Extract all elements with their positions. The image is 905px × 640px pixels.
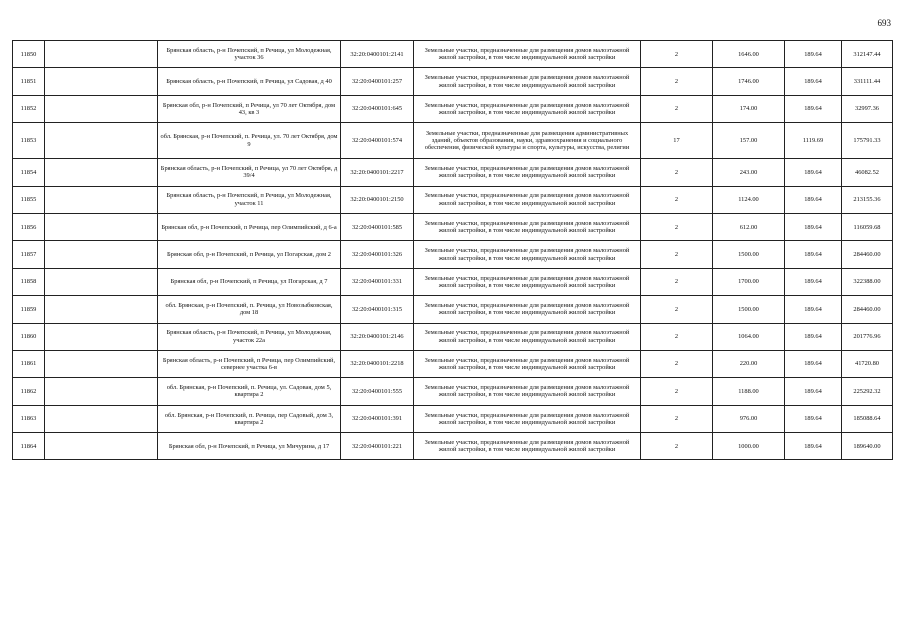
- address-cell: Брянская область, р-н Почепский, п Речица, ул Молодежная, участок 11: [158, 186, 341, 213]
- table-row: [13, 350, 893, 377]
- specific-value-cell: 189.64: [785, 323, 842, 350]
- cadastral-number-cell: 32:20:0400101:331: [341, 268, 414, 295]
- land-use-cell: Земельные участки, предназначенные для размещения домов малоэтажной жилой застройки, в том числе индивидуальной жилой застройки: [414, 95, 641, 122]
- address-cell: Брянская обл, р-н Почепский, п Речица, пер Олимпийский, д 6-а: [158, 213, 341, 240]
- blank-cell: [45, 350, 158, 377]
- land-use-code-cell: 2: [641, 68, 713, 95]
- cadastral-number-cell: 32:20:0400101:326: [341, 241, 414, 268]
- table-row: [13, 296, 893, 323]
- area-cell: 976.00: [713, 405, 785, 432]
- land-use-cell: Земельные участки, предназначенные для размещения домов малоэтажной жилой застройки, в том числе индивидуальной жилой застройки: [414, 405, 641, 432]
- address-cell: обл. Брянская, р-н Почепский, п. Речица, ул. 70 лет Октября, дом 9: [158, 123, 341, 159]
- table-row: [13, 241, 893, 268]
- blank-cell: [45, 378, 158, 405]
- cadastral-value-cell: 189640.00: [842, 433, 893, 460]
- specific-value-cell: 189.64: [785, 95, 842, 122]
- address-cell: Брянская обл, р-н Почепский, п Речица, ул Мичурина, д 17: [158, 433, 341, 460]
- cadastral-value-cell: 312147.44: [842, 41, 893, 68]
- row-number: 11858: [13, 268, 45, 295]
- land-use-code-cell: 2: [641, 159, 713, 186]
- land-use-cell: Земельные участки, предназначенные для размещения домов малоэтажной жилой застройки, в том числе индивидуальной жилой застройки: [414, 323, 641, 350]
- table-body: [13, 41, 893, 460]
- land-use-code-cell: 2: [641, 378, 713, 405]
- table-row: [13, 268, 893, 295]
- address-cell: Брянская обл, р-н Почепский, п Речица, ул Погарская, дом 2: [158, 241, 341, 268]
- table-row: [13, 378, 893, 405]
- land-use-cell: Земельные участки, предназначенные для размещения домов малоэтажной жилой застройки, в том числе индивидуальной жилой застройки: [414, 378, 641, 405]
- land-use-cell: Земельные участки, предназначенные для размещения домов малоэтажной жилой застройки, в том числе индивидуальной жилой застройки: [414, 296, 641, 323]
- specific-value-cell: 189.64: [785, 186, 842, 213]
- address-cell: обл. Брянская, р-н Почепский, п. Речица, ул Новозыбковская, дом 18: [158, 296, 341, 323]
- cadastral-number-cell: 32:20:0400101:645: [341, 95, 414, 122]
- table-row: [13, 213, 893, 240]
- row-number: 11856: [13, 213, 45, 240]
- cadastral-number-cell: 32:20:0400101:221: [341, 433, 414, 460]
- land-use-cell: Земельные участки, предназначенные для размещения домов малоэтажной жилой застройки, в том числе индивидуальной жилой застройки: [414, 213, 641, 240]
- land-use-cell: Земельные участки, предназначенные для размещения домов малоэтажной жилой застройки, в том числе индивидуальной жилой застройки: [414, 268, 641, 295]
- land-use-code-cell: 17: [641, 123, 713, 159]
- land-use-code-cell: 2: [641, 95, 713, 122]
- address-cell: обл. Брянская, р-н Почепский, п. Речица, пер Садовый, дом 3, квартира 2: [158, 405, 341, 432]
- blank-cell: [45, 268, 158, 295]
- address-cell: Брянская область, р-н Почепский, п Речица, ул 70 лет Октября, д 39/4: [158, 159, 341, 186]
- row-number: 11852: [13, 95, 45, 122]
- specific-value-cell: 189.64: [785, 41, 842, 68]
- area-cell: 1124.00: [713, 186, 785, 213]
- row-number: 11854: [13, 159, 45, 186]
- cadastral-value-cell: 213155.36: [842, 186, 893, 213]
- land-use-code-cell: 2: [641, 323, 713, 350]
- blank-cell: [45, 159, 158, 186]
- table-row: [13, 323, 893, 350]
- cadastral-value-cell: 225292.32: [842, 378, 893, 405]
- blank-cell: [45, 405, 158, 432]
- cadastral-value-cell: 201776.96: [842, 323, 893, 350]
- cadastral-value-cell: 46082.52: [842, 159, 893, 186]
- cadastral-value-cell: 331111.44: [842, 68, 893, 95]
- area-cell: 612.00: [713, 213, 785, 240]
- cadastral-value-cell: 32997.36: [842, 95, 893, 122]
- cadastral-value-cell: 116059.68: [842, 213, 893, 240]
- specific-value-cell: 189.64: [785, 296, 842, 323]
- cadastral-value-cell: 41720.80: [842, 350, 893, 377]
- cadastral-number-cell: 32:20:0400101:2217: [341, 159, 414, 186]
- land-use-code-cell: 2: [641, 405, 713, 432]
- blank-cell: [45, 213, 158, 240]
- area-cell: 1000.00: [713, 433, 785, 460]
- area-cell: 157.00: [713, 123, 785, 159]
- specific-value-cell: 189.64: [785, 159, 842, 186]
- land-use-code-cell: 2: [641, 433, 713, 460]
- blank-cell: [45, 186, 158, 213]
- cadastral-number-cell: 32:20:0400101:2150: [341, 186, 414, 213]
- row-number: 11864: [13, 433, 45, 460]
- page-number: 693: [877, 18, 891, 28]
- land-use-cell: Земельные участки, предназначенные для размещения домов малоэтажной жилой застройки, в том числе индивидуальной жилой застройки: [414, 41, 641, 68]
- blank-cell: [45, 296, 158, 323]
- specific-value-cell: 189.64: [785, 405, 842, 432]
- cadastral-number-cell: 32:20:0400101:2141: [341, 41, 414, 68]
- cadastral-number-cell: 32:20:0400101:555: [341, 378, 414, 405]
- land-use-cell: Земельные участки, предназначенные для размещения домов малоэтажной жилой застройки, в том числе индивидуальной жилой застройки: [414, 68, 641, 95]
- area-cell: 174.00: [713, 95, 785, 122]
- row-number: 11862: [13, 378, 45, 405]
- blank-cell: [45, 123, 158, 159]
- cadastral-number-cell: 32:20:0400101:574: [341, 123, 414, 159]
- address-cell: Брянская область, р-н Почепский, п Речица, пер Олимпийский, севернее участка 6-в: [158, 350, 341, 377]
- address-cell: обл. Брянская, р-н Почепский, п. Речица, ул. Садовая, дом 5, квартира 2: [158, 378, 341, 405]
- area-cell: 1500.00: [713, 241, 785, 268]
- specific-value-cell: 189.64: [785, 350, 842, 377]
- cadastral-value-cell: 284460.00: [842, 241, 893, 268]
- area-cell: 1746.00: [713, 68, 785, 95]
- row-number: 11857: [13, 241, 45, 268]
- cadastral-number-cell: 32:20:0400101:2218: [341, 350, 414, 377]
- land-use-cell: Земельные участки, предназначенные для размещения домов малоэтажной жилой застройки, в том числе индивидуальной жилой застройки: [414, 186, 641, 213]
- land-use-code-cell: 2: [641, 296, 713, 323]
- area-cell: 1064.00: [713, 323, 785, 350]
- cadastral-number-cell: 32:20:0400101:315: [341, 296, 414, 323]
- land-use-cell: Земельные участки, предназначенные для размещения домов малоэтажной жилой застройки, в том числе индивидуальной жилой застройки: [414, 241, 641, 268]
- area-cell: 220.00: [713, 350, 785, 377]
- cadastral-value-cell: 175791.33: [842, 123, 893, 159]
- table-row: [13, 95, 893, 122]
- cadastral-number-cell: 32:20:0400101:257: [341, 68, 414, 95]
- specific-value-cell: 189.64: [785, 378, 842, 405]
- land-use-code-cell: 2: [641, 241, 713, 268]
- blank-cell: [45, 241, 158, 268]
- specific-value-cell: 189.64: [785, 268, 842, 295]
- row-number: 11850: [13, 41, 45, 68]
- land-use-code-cell: 2: [641, 268, 713, 295]
- row-number: 11859: [13, 296, 45, 323]
- table-row: [13, 433, 893, 460]
- blank-cell: [45, 68, 158, 95]
- land-use-cell: Земельные участки, предназначенные для размещения домов малоэтажной жилой застройки, в том числе индивидуальной жилой застройки: [414, 433, 641, 460]
- row-number: 11855: [13, 186, 45, 213]
- specific-value-cell: 189.64: [785, 241, 842, 268]
- blank-cell: [45, 323, 158, 350]
- cadastral-value-cell: 284460.00: [842, 296, 893, 323]
- cadastral-value-table: [12, 40, 893, 460]
- row-number: 11851: [13, 68, 45, 95]
- area-cell: 1188.00: [713, 378, 785, 405]
- table-row: [13, 405, 893, 432]
- address-cell: Брянская область, р-н Почепский, п Речица, ул Молодежная, участок 22а: [158, 323, 341, 350]
- specific-value-cell: 189.64: [785, 68, 842, 95]
- area-cell: 1646.00: [713, 41, 785, 68]
- land-use-cell: Земельные участки, предназначенные для размещения домов малоэтажной жилой застройки, в том числе индивидуальной жилой застройки: [414, 159, 641, 186]
- area-cell: 1500.00: [713, 296, 785, 323]
- row-number: 11860: [13, 323, 45, 350]
- row-number: 11861: [13, 350, 45, 377]
- blank-cell: [45, 433, 158, 460]
- land-use-cell: Земельные участки, предназначенные для размещения домов малоэтажной жилой застройки, в том числе индивидуальной жилой застройки: [414, 350, 641, 377]
- specific-value-cell: 189.64: [785, 433, 842, 460]
- cadastral-value-cell: 322388.00: [842, 268, 893, 295]
- address-cell: Брянская область, р-н Почепский, п Речица, ул Садовая, д 40: [158, 68, 341, 95]
- cadastral-number-cell: 32:20:0400101:585: [341, 213, 414, 240]
- blank-cell: [45, 41, 158, 68]
- land-use-code-cell: 2: [641, 213, 713, 240]
- row-number: 11863: [13, 405, 45, 432]
- table-row: [13, 41, 893, 68]
- table-row: [13, 186, 893, 213]
- cadastral-value-cell: 185088.64: [842, 405, 893, 432]
- cadastral-number-cell: 32:20:0400101:391: [341, 405, 414, 432]
- address-cell: Брянская обл, р-н Почепский, п Речица, ул Погарская, д 7: [158, 268, 341, 295]
- cadastral-number-cell: 32:20:0400101:2146: [341, 323, 414, 350]
- area-cell: 1700.00: [713, 268, 785, 295]
- address-cell: Брянская область, р-н Почепский, п Речица, ул Молодежная, участок 36: [158, 41, 341, 68]
- area-cell: 243.00: [713, 159, 785, 186]
- specific-value-cell: 1119.69: [785, 123, 842, 159]
- land-use-code-cell: 2: [641, 186, 713, 213]
- land-use-cell: Земельные участки, предназначенные для размещения административных зданий, объектов образования, науки, здравоохранения и социального обеспечения, физической культуры и спорта, культуры, искусства, религии: [414, 123, 641, 159]
- blank-cell: [45, 95, 158, 122]
- row-number: 11853: [13, 123, 45, 159]
- land-use-code-cell: 2: [641, 41, 713, 68]
- table-row: [13, 159, 893, 186]
- table-row: [13, 68, 893, 95]
- table-row: [13, 123, 893, 159]
- address-cell: Брянская обл, р-н Почепский, п Речица, ул 70 лет Октября, дом 43, кв 3: [158, 95, 341, 122]
- specific-value-cell: 189.64: [785, 213, 842, 240]
- land-use-code-cell: 2: [641, 350, 713, 377]
